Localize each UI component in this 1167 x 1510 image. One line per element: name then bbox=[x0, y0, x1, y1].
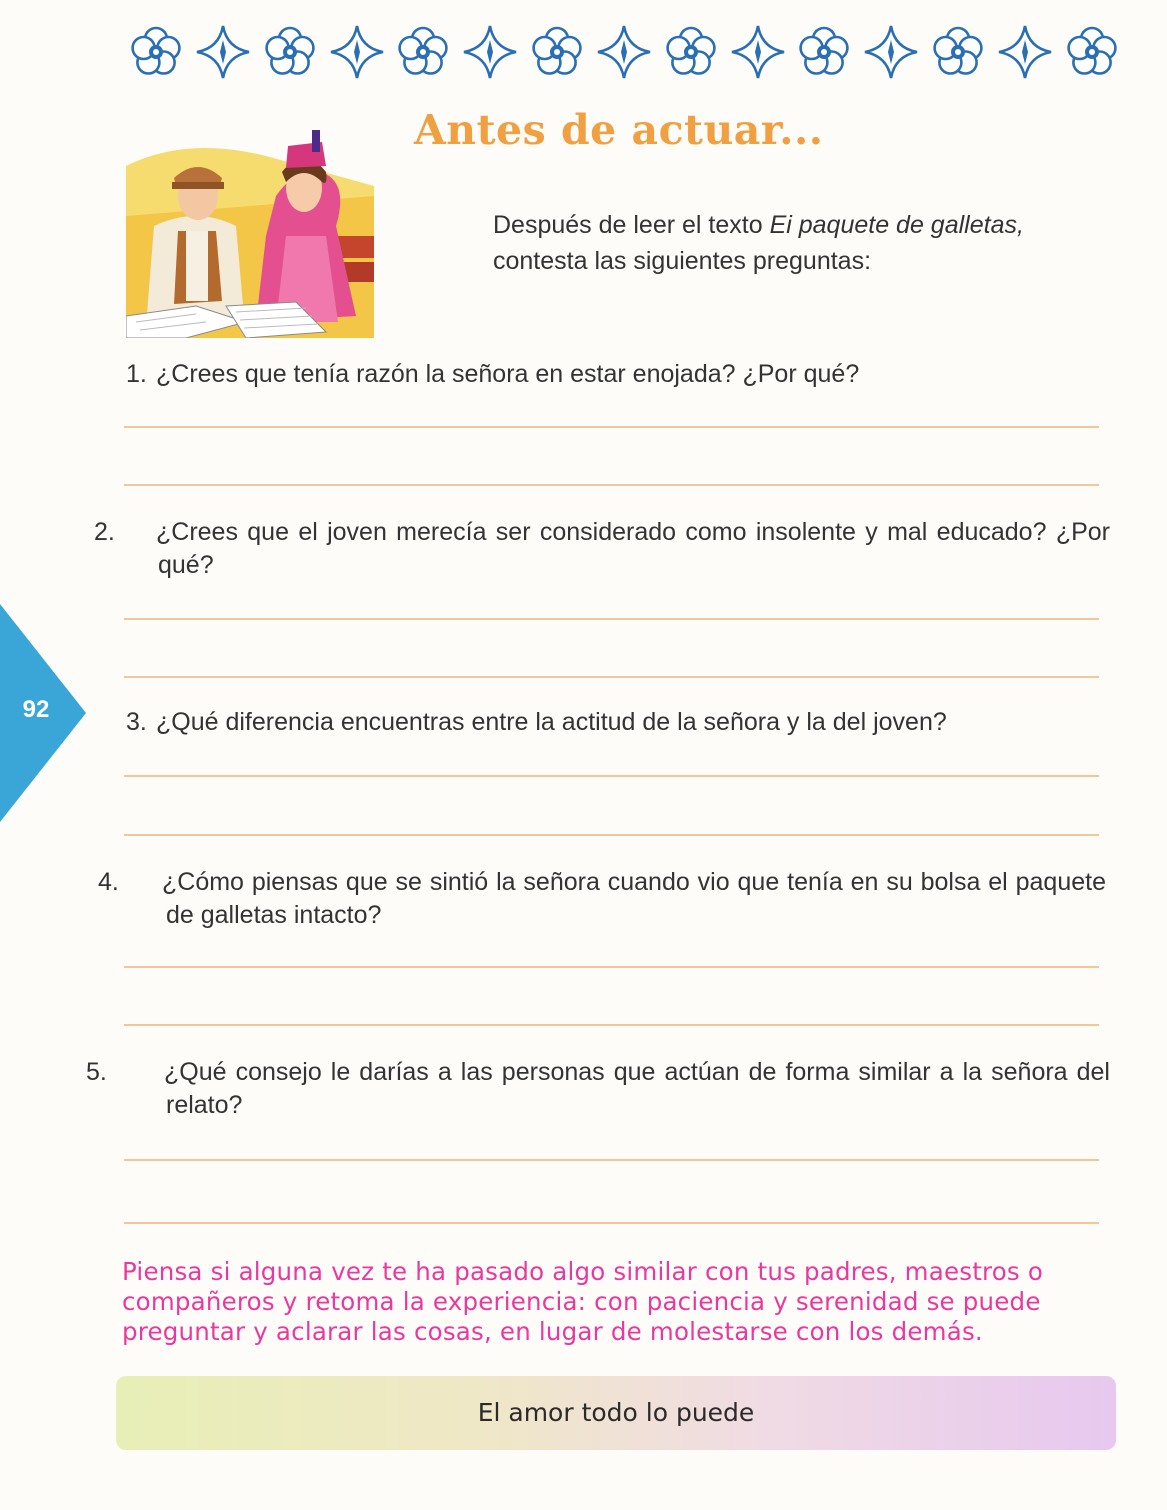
question-3 bbox=[126, 706, 1116, 739]
question-number: 2. bbox=[94, 518, 115, 546]
section-title: Antes de actuar... bbox=[414, 106, 824, 154]
answer-line[interactable] bbox=[124, 966, 1099, 968]
question-number: 3. bbox=[126, 708, 147, 736]
couple-on-bench-illustration bbox=[126, 126, 374, 338]
question-2 bbox=[94, 516, 1110, 582]
flower-icon bbox=[529, 24, 585, 80]
instructions-text-after: contesta las siguientes preguntas: bbox=[493, 247, 872, 275]
answer-line[interactable] bbox=[124, 484, 1099, 486]
question-number: 1. bbox=[126, 360, 147, 388]
four-point-star-icon bbox=[596, 24, 652, 80]
answer-line[interactable] bbox=[124, 775, 1099, 777]
question-4 bbox=[98, 866, 1106, 932]
page-number: 92 bbox=[22, 696, 50, 723]
decorative-border bbox=[128, 22, 1120, 82]
question-text: ¿Qué diferencia encuentras entre la actitud de la señora y la del joven? bbox=[156, 708, 947, 736]
question-number: 5. bbox=[86, 1058, 107, 1086]
answer-line[interactable] bbox=[124, 1159, 1099, 1161]
answer-line[interactable] bbox=[124, 1024, 1099, 1026]
flower-icon bbox=[796, 24, 852, 80]
question-text: ¿Crees que tenía razón la señora en estar enojada? ¿Por qué? bbox=[156, 360, 860, 388]
four-point-star-icon bbox=[997, 24, 1053, 80]
flower-icon bbox=[663, 24, 719, 80]
motto-text: El amor todo lo puede bbox=[477, 1398, 755, 1427]
answer-line[interactable] bbox=[124, 1222, 1099, 1224]
answer-line[interactable] bbox=[124, 618, 1099, 620]
question-5 bbox=[86, 1056, 1110, 1122]
question-text: ¿Cómo piensas que se sintió la señora cuando vio que tenía en su bolsa el paquete de galletas intacto? bbox=[162, 868, 1106, 929]
instructions-text-before: Después de leer el texto bbox=[493, 211, 770, 239]
flower-icon bbox=[128, 24, 184, 80]
four-point-star-icon bbox=[462, 24, 518, 80]
question-number: 4. bbox=[98, 868, 119, 896]
flower-icon bbox=[395, 24, 451, 80]
answer-line[interactable] bbox=[124, 676, 1099, 678]
flower-icon bbox=[930, 24, 986, 80]
four-point-star-icon bbox=[863, 24, 919, 80]
question-text: ¿Crees que el joven merecía ser considerado como insolente y mal educado? ¿Por qué? bbox=[156, 518, 1110, 579]
four-point-star-icon bbox=[329, 24, 385, 80]
answer-line[interactable] bbox=[124, 834, 1099, 836]
question-1 bbox=[126, 358, 1116, 391]
question-text: ¿Qué consejo le darías a las personas que actúan de forma similar a la señora del relato? bbox=[164, 1058, 1110, 1119]
flower-icon bbox=[1064, 24, 1120, 80]
book-title: Ei paquete de galletas, bbox=[769, 211, 1024, 239]
answer-line[interactable] bbox=[124, 426, 1099, 428]
motto-banner bbox=[116, 1376, 1116, 1450]
reflection-text: Piensa si alguna vez te ha pasado algo similar con tus padres, maestros o compañeros y retoma la experiencia: con paciencia y serenidad se puede preguntar y aclarar las cosas, en lugar de molestarse con los demás. bbox=[122, 1257, 1044, 1346]
four-point-star-icon bbox=[195, 24, 251, 80]
flower-icon bbox=[262, 24, 318, 80]
four-point-star-icon bbox=[730, 24, 786, 80]
instructions bbox=[493, 207, 1133, 279]
